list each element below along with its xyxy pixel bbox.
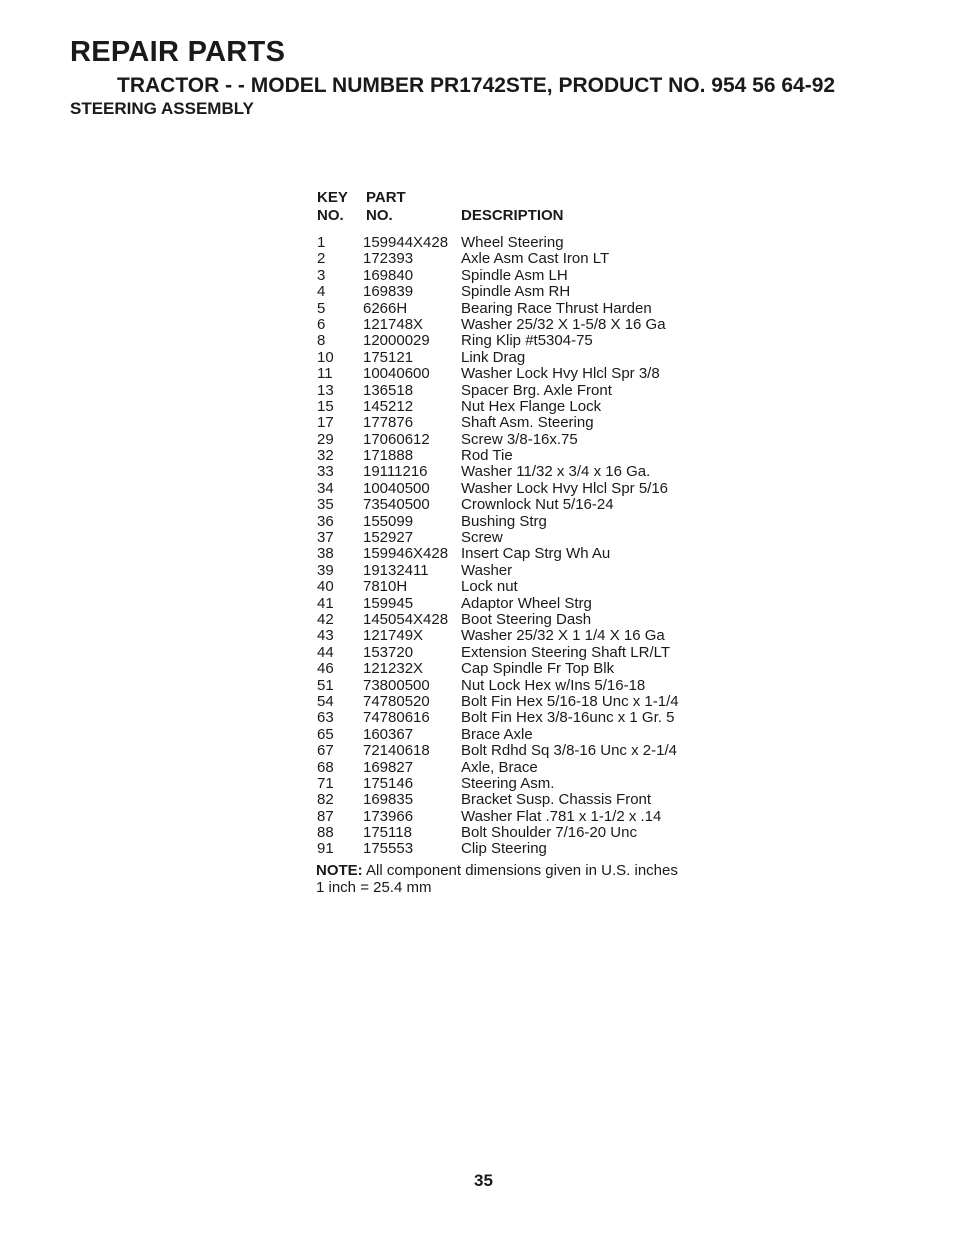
part-no: 175118 xyxy=(363,824,412,842)
key-no: 38 xyxy=(317,545,334,563)
key-no: 88 xyxy=(317,824,334,842)
key-no: 1 xyxy=(317,234,326,251)
part-no: 145054X428 xyxy=(363,610,449,628)
part-no: 72140618 xyxy=(363,742,430,760)
description: Spindle Asm LH xyxy=(461,266,568,284)
part-no: 169840 xyxy=(363,266,414,284)
key-no: 37 xyxy=(317,529,334,547)
description: Shaft Asm. Steering xyxy=(461,414,594,432)
table-row xyxy=(316,776,736,792)
key-no: 71 xyxy=(317,774,334,792)
table-row xyxy=(316,432,736,448)
part-no: 121232X xyxy=(363,660,424,678)
part-no: 73540500 xyxy=(363,496,430,514)
key-no: 17 xyxy=(317,414,334,432)
description: Link Drag xyxy=(461,348,526,366)
table-row xyxy=(316,481,736,497)
table-row xyxy=(316,530,736,546)
description: Bolt Fin Hex 3/8-16unc x 1 Gr. 5 xyxy=(461,709,675,727)
table-row xyxy=(316,235,736,251)
key-no: 51 xyxy=(317,676,334,694)
part-no: 136518 xyxy=(363,381,414,399)
key-no: 5 xyxy=(317,299,326,317)
part-no: 6266H xyxy=(363,299,408,317)
part-no: 177876 xyxy=(363,414,414,432)
table-row xyxy=(316,694,736,710)
description: Extension Steering Shaft LR/LT xyxy=(461,643,671,661)
key-no: 6 xyxy=(317,315,326,333)
description: Bushing Strg xyxy=(461,512,547,530)
part-no: 19111216 xyxy=(363,463,428,481)
part-no: 12000029 xyxy=(363,332,430,350)
table-row xyxy=(316,399,736,415)
part-no: 153720 xyxy=(363,643,414,661)
table-row xyxy=(316,661,736,677)
table-row xyxy=(316,251,736,267)
table-row xyxy=(316,301,736,317)
key-no: 13 xyxy=(317,381,334,399)
description: Screw 3/8-16x.75 xyxy=(461,430,578,448)
key-no: 39 xyxy=(317,561,334,579)
description: Washer xyxy=(461,561,513,579)
key-no: 65 xyxy=(317,725,334,743)
description: Axle Asm Cast Iron LT xyxy=(461,250,610,268)
table-row xyxy=(316,628,736,644)
description: Bolt Shoulder 7/16-20 Unc xyxy=(461,824,637,842)
description: Bolt Rdhd Sq 3/8-16 Unc x 2-1/4 xyxy=(461,742,677,760)
table-row xyxy=(316,825,736,841)
key-no: 33 xyxy=(317,463,334,481)
part-no: 159946X428 xyxy=(363,545,449,563)
description: Axle, Brace xyxy=(461,758,538,776)
description: Adaptor Wheel Strg xyxy=(461,594,592,612)
description: Lock nut xyxy=(461,578,518,596)
description: Clip Steering xyxy=(461,840,547,858)
table-row xyxy=(316,546,736,562)
key-no: 35 xyxy=(317,496,334,514)
key-no: 29 xyxy=(317,430,334,448)
description: Insert Cap Strg Wh Au xyxy=(461,545,611,563)
part-no: 145212 xyxy=(363,397,414,415)
table-row xyxy=(316,792,736,808)
part-no: 19132411 xyxy=(363,561,429,579)
key-no: 32 xyxy=(317,447,334,465)
page-number: 35 xyxy=(474,1171,493,1190)
table-row xyxy=(316,383,736,399)
key-no: 8 xyxy=(317,332,326,350)
part-no: 171888 xyxy=(363,447,414,465)
table-row xyxy=(316,841,736,857)
description: Cap Spindle Fr Top Blk xyxy=(461,660,615,678)
description: Rod Tie xyxy=(461,447,513,465)
table-row xyxy=(316,448,736,464)
description: Wheel Steering xyxy=(461,234,564,251)
part-no: 74780520 xyxy=(363,692,430,710)
description: Spacer Brg. Axle Front xyxy=(461,381,612,399)
part-no: 155099 xyxy=(363,512,414,530)
key-no: 42 xyxy=(317,610,334,628)
key-no: 2 xyxy=(317,250,326,268)
header-part-line2: NO. xyxy=(366,207,393,224)
key-no: 15 xyxy=(317,397,334,415)
part-no: 169839 xyxy=(363,283,414,301)
table-row xyxy=(316,727,736,743)
key-no: 68 xyxy=(317,758,334,776)
page-title: REPAIR PARTS xyxy=(70,36,286,68)
description: Washer 25/32 X 1-5/8 X 16 Ga xyxy=(461,315,666,333)
key-no: 91 xyxy=(317,840,334,858)
description: Ring Klip #t5304-75 xyxy=(461,332,593,350)
part-no: 159945 xyxy=(363,594,414,612)
description: Screw xyxy=(461,529,503,547)
key-no: 63 xyxy=(317,709,334,727)
description: Washer 25/32 X 1 1/4 X 16 Ga xyxy=(461,627,665,645)
table-body xyxy=(316,235,736,858)
note-label: NOTE: xyxy=(316,862,363,879)
table-header xyxy=(316,189,736,227)
table-row xyxy=(316,350,736,366)
table-row xyxy=(316,497,736,513)
key-no: 87 xyxy=(317,807,334,825)
key-no: 44 xyxy=(317,643,334,661)
part-no: 121749X xyxy=(363,627,424,645)
description: Washer Lock Hvy Hlcl Spr 5/16 xyxy=(461,479,669,497)
part-no: 10040500 xyxy=(363,479,430,497)
table-row xyxy=(316,710,736,726)
description: Bracket Susp. Chassis Front xyxy=(461,791,652,809)
parts-table xyxy=(316,189,736,858)
description: Nut Hex Flange Lock xyxy=(461,397,602,415)
table-row xyxy=(316,596,736,612)
table-row xyxy=(316,760,736,776)
table-row xyxy=(316,579,736,595)
key-no: 11 xyxy=(317,365,333,383)
part-no: 73800500 xyxy=(363,676,430,694)
part-no: 169835 xyxy=(363,791,414,809)
description: Washer 11/32 x 3/4 x 16 Ga. xyxy=(461,463,651,481)
table-row xyxy=(316,645,736,661)
description: Brace Axle xyxy=(461,725,533,743)
table-row xyxy=(316,415,736,431)
key-no: 43 xyxy=(317,627,334,645)
table-row xyxy=(316,268,736,284)
note-text: All component dimensions given in U.S. inches xyxy=(362,862,678,879)
header-description: DESCRIPTION xyxy=(461,207,564,224)
table-row xyxy=(316,317,736,333)
table-row xyxy=(316,284,736,300)
note-conversion: 1 inch = 25.4 mm xyxy=(316,878,432,896)
part-no: 175146 xyxy=(363,774,414,792)
part-no: 7810H xyxy=(363,578,408,596)
table-row xyxy=(316,366,736,382)
key-no: 41 xyxy=(317,594,334,612)
model-subtitle: TRACTOR - - MODEL NUMBER PR1742STE, PRODUCT NO. 954 56 64-92 xyxy=(117,74,836,97)
key-no: 54 xyxy=(317,692,334,710)
description: Boot Steering Dash xyxy=(461,610,592,628)
table-row xyxy=(316,743,736,759)
part-no: 175121 xyxy=(363,348,414,366)
note xyxy=(316,863,678,896)
description: Washer Lock Hvy Hlcl Spr 3/8 xyxy=(461,365,660,383)
description: Nut Lock Hex w/Ins 5/16-18 xyxy=(461,676,646,694)
part-no: 160367 xyxy=(363,725,414,743)
part-no: 173966 xyxy=(363,807,414,825)
header-key-line1: KEY xyxy=(317,189,348,206)
key-no: 40 xyxy=(317,578,334,596)
table-row xyxy=(316,612,736,628)
part-no: 172393 xyxy=(363,250,414,268)
part-no: 17060612 xyxy=(363,430,430,448)
part-no: 169827 xyxy=(363,758,414,776)
key-no: 10 xyxy=(317,348,334,366)
table-row xyxy=(316,563,736,579)
key-no: 46 xyxy=(317,660,334,678)
description: Steering Asm. xyxy=(461,774,555,792)
key-no: 36 xyxy=(317,512,334,530)
key-no: 34 xyxy=(317,479,334,497)
description: Crownlock Nut 5/16-24 xyxy=(461,496,614,514)
header-part-line1: PART xyxy=(366,189,406,206)
table-row xyxy=(316,809,736,825)
table-row xyxy=(316,514,736,530)
table-row xyxy=(316,333,736,349)
part-no: 74780616 xyxy=(363,709,430,727)
header-key-line2: NO. xyxy=(317,207,344,224)
table-row xyxy=(316,678,736,694)
part-no: 121748X xyxy=(363,315,424,333)
description: Spindle Asm RH xyxy=(461,283,571,301)
description: Bolt Fin Hex 5/16-18 Unc x 1-1/4 xyxy=(461,692,679,710)
key-no: 82 xyxy=(317,791,334,809)
section-title: STEERING ASSEMBLY xyxy=(70,99,254,118)
key-no: 67 xyxy=(317,742,334,760)
part-no: 159944X428 xyxy=(363,234,449,251)
description: Washer Flat .781 x 1-1/2 x .14 xyxy=(461,807,662,825)
part-no: 152927 xyxy=(363,529,414,547)
part-no: 175553 xyxy=(363,840,414,858)
key-no: 3 xyxy=(317,266,326,284)
table-row xyxy=(316,464,736,480)
part-no: 10040600 xyxy=(363,365,430,383)
key-no: 4 xyxy=(317,283,326,301)
description: Bearing Race Thrust Harden xyxy=(461,299,652,317)
